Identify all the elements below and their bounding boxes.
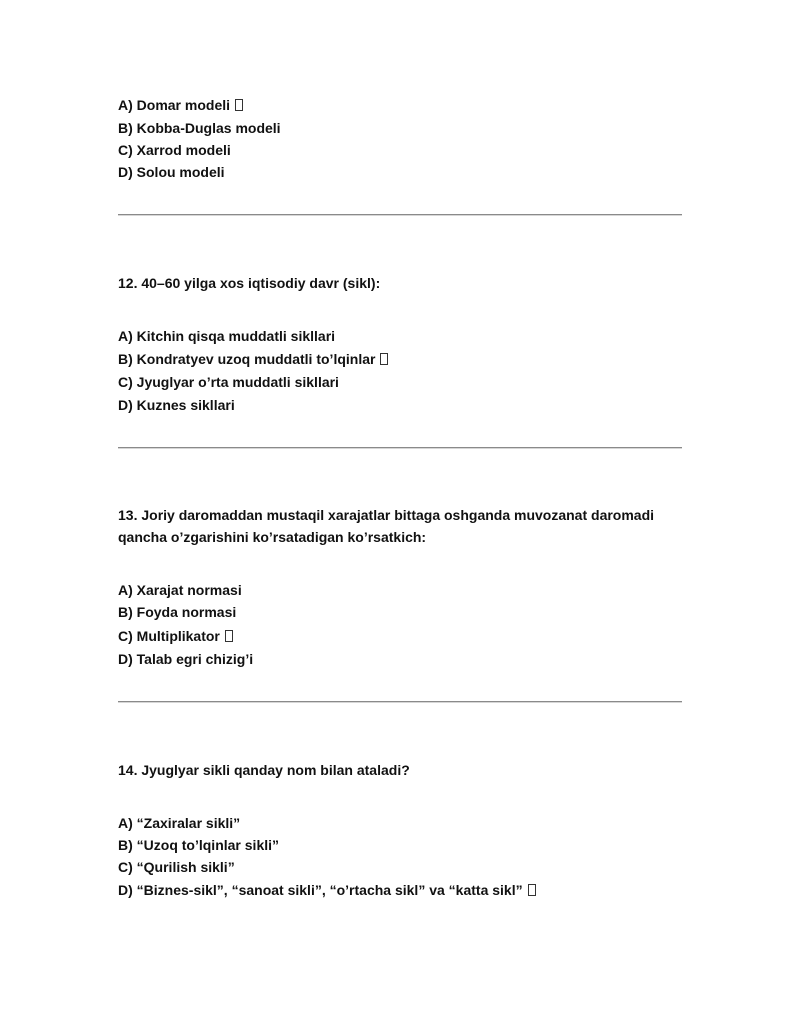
answer-option: C) Xarrod modeli	[118, 142, 231, 158]
answer-option: A) “Zaxiralar sikli”	[118, 815, 241, 831]
horizontal-divider	[118, 701, 682, 703]
answer-option: D) “Biznes-sikl”, “sanoat sikli”, “o’rtacha sikl” va “katta sikl”	[118, 881, 536, 899]
question-line: qancha o’zgarishini ko’rsatadigan ko’rsatkich:	[118, 529, 427, 545]
answer-option: D) Solou modeli	[118, 164, 225, 180]
answer-option: A) Domar modeli	[118, 96, 243, 114]
question-title	[118, 504, 682, 548]
correct-answer-marker-icon	[380, 353, 388, 365]
answer-option: B) Kobba-Duglas modeli	[118, 120, 281, 136]
horizontal-divider	[118, 447, 682, 449]
correct-answer-marker-icon	[528, 884, 536, 896]
question-line: 13. Joriy daromaddan mustaqil xarajatlar bittaga oshganda muvozanat daromadi	[118, 507, 655, 523]
answer-option: B) Kondratyev uzoq muddatli to’lqinlar	[118, 350, 388, 368]
answer-option: C) “Qurilish sikli”	[118, 859, 235, 875]
answer-option: D) Talab egri chizig’i	[118, 651, 254, 667]
answer-option: B) Foyda normasi	[118, 604, 237, 620]
correct-answer-marker-icon	[225, 630, 233, 642]
correct-answer-marker-icon	[235, 99, 243, 111]
question-title: 14. Jyuglyar sikli qanday nom bilan ataladi?	[118, 762, 410, 778]
question-title: 12. 40–60 yilga xos iqtisodiy davr (sikl):	[118, 275, 381, 291]
answer-option: A) Xarajat normasi	[118, 582, 242, 598]
answer-option: B) “Uzoq to’lqinlar sikli”	[118, 837, 280, 853]
answer-option: C) Jyuglyar o’rta muddatli sikllari	[118, 374, 339, 390]
horizontal-divider	[118, 214, 682, 216]
answer-option: D) Kuznes sikllari	[118, 397, 235, 413]
answer-option: C) Multiplikator	[118, 627, 233, 645]
answer-option: A) Kitchin qisqa muddatli sikllari	[118, 328, 336, 344]
